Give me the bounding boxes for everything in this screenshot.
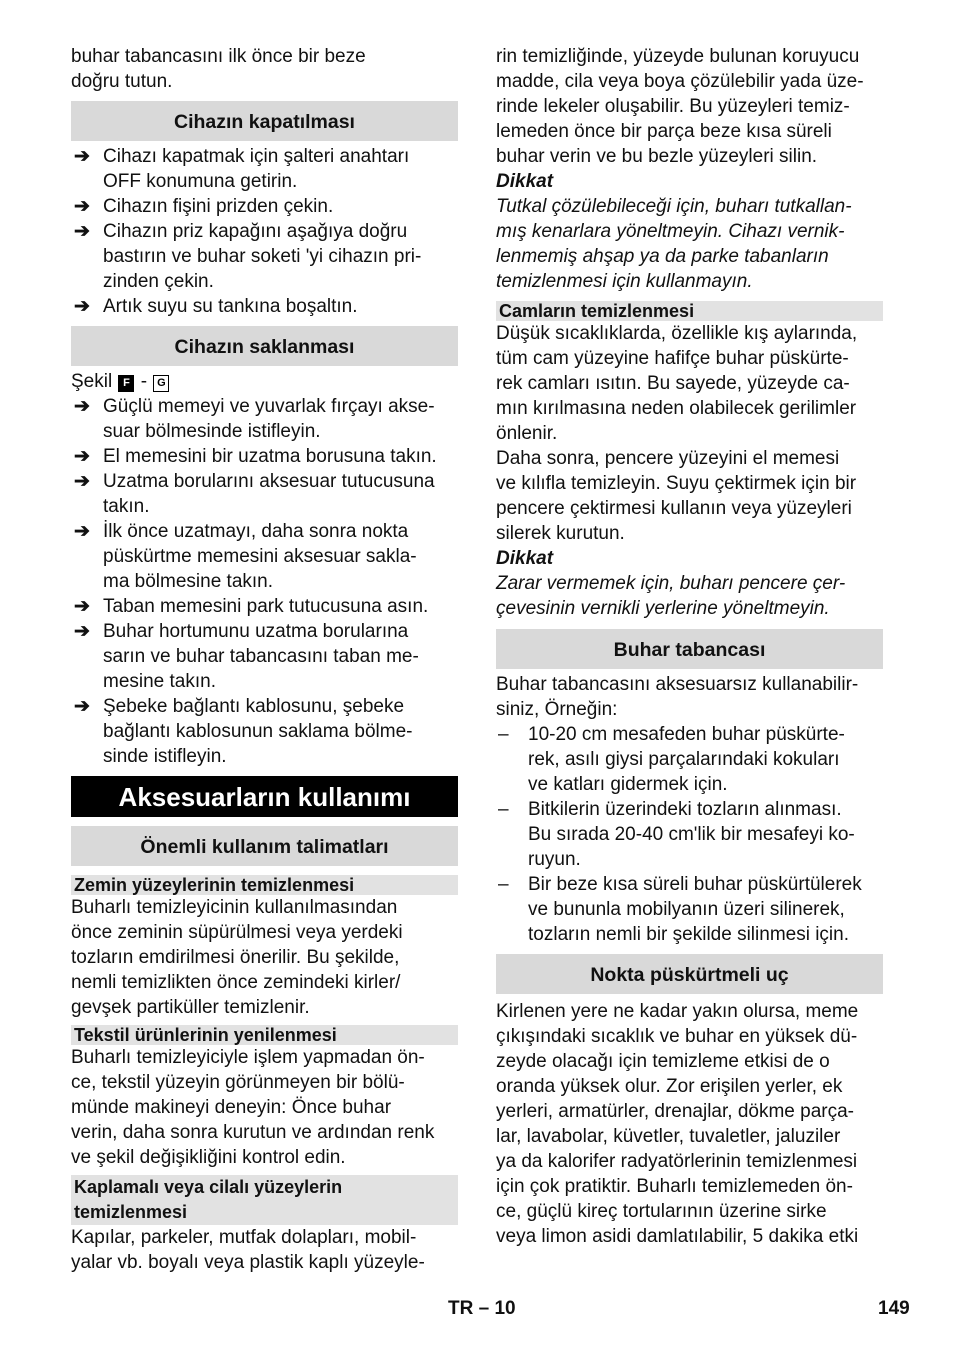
list-item (71, 694, 458, 769)
text-line: çıkışındaki sıcaklık ve buhar en yüksek dü- (496, 1026, 858, 1047)
list-item (71, 469, 458, 519)
list-item (496, 872, 883, 947)
list-item-text: ve katları gidermek için. (528, 774, 728, 795)
list-item (71, 619, 458, 694)
paragraph-kaplamali (71, 1225, 458, 1275)
heading-nokta-puskurtmeli: Nokta püskürtmeli uç (496, 954, 883, 994)
caution-label-2: Dikkat (496, 548, 554, 569)
text-line: pencere çektirmesi kullanın veya yüzeyleri (496, 498, 852, 519)
list-item-text: sarın ve buhar tabancasını taban me- (103, 646, 419, 667)
list-item-text: Bitkilerin üzerindeki tozların alınması. (528, 799, 842, 820)
text-line: önce zeminin süpürülmesi veya yerdeki (71, 922, 403, 943)
paragraph-camlar-2 (496, 446, 883, 546)
left-column (71, 44, 458, 1275)
text-line: buhar verin ve bu bezle yüzeyleri silin. (496, 146, 818, 167)
text-line: veya limon asidi damlatılabilir, 5 dakika etki (496, 1226, 859, 1247)
heading-onemli-kullanim: Önemli kullanım talimatları (71, 826, 458, 866)
text-line: yerleri, armatürler, drenajlar, dökme parça- (496, 1101, 854, 1122)
dash-bullet: – (498, 724, 509, 745)
arrow-right-icon: ➔ (74, 521, 90, 542)
figure-label-f: F (118, 375, 134, 392)
list-item-text: rek, asılı giysi parçalarındaki kokuları (528, 749, 840, 770)
arrow-right-icon: ➔ (74, 696, 90, 717)
text-line: Zarar vermemek için, buharı pencere çer- (496, 573, 846, 594)
list-item-text: tozların nemli bir şekilde silinmesi için. (528, 924, 849, 945)
paragraph-buhar-intro (496, 672, 883, 722)
text-line: madde, cila veya boya çözülebilir yada üze- (496, 71, 864, 92)
list-item (71, 194, 458, 219)
list-item-text: Artık suyu su tankına boşaltın. (103, 296, 358, 317)
text-line: önlenir. (496, 423, 558, 444)
dash-bullet: – (498, 799, 509, 820)
text-line: tozların emdirilmesi önerilir. Bu şekilde, (71, 947, 400, 968)
right-column (496, 44, 883, 1249)
list-item-text: Bu sırada 20-40 cm'lik bir mesafeyi ko- (528, 824, 855, 845)
text-line: Buharlı temizleyicinin kullanılmasından (71, 897, 398, 918)
subheading-zemin: Zemin yüzeylerinin temizlenmesi (71, 875, 458, 895)
arrow-right-icon: ➔ (74, 596, 90, 617)
list-item (71, 519, 458, 594)
list-item-text: mesine takın. (103, 671, 216, 692)
text-line: verin, daha sonra kurutun ve ardından renk (71, 1122, 435, 1143)
text-line: mış kenarlara yöneltmeyin. Cihazı vernik- (496, 221, 845, 242)
list-buhar-tabancasi (496, 722, 883, 947)
list-item (496, 722, 883, 797)
text-line: mın kırılmasına neden olabilecek gerilimler (496, 398, 857, 419)
list-item (71, 444, 458, 469)
subheading-tekstil: Tekstil ürünlerinin yenilenmesi (71, 1025, 458, 1045)
subheading-camlar: Camların temizlenmesi (496, 301, 883, 321)
text-line: gevşek partiküller temizlenir. (71, 997, 310, 1018)
list-item-text: Cihazı kapatmak için şalteri anahtarı (103, 146, 410, 167)
list-item (71, 394, 458, 444)
text-line: temizlenmesi için kullanmayın. (496, 271, 753, 292)
text-line: Tutkal çözülebileceği için, buharı tutkallan- (496, 196, 852, 217)
list-item-text: Buhar hortumunu uzatma borularına (103, 621, 409, 642)
paragraph-camlar-1 (496, 321, 883, 446)
text-line: Buharlı temizleyiciyle işlem yapmadan ön- (71, 1047, 425, 1068)
paragraph-tekstil (71, 1045, 458, 1170)
list-item-text: Cihazın priz kapağını aşağıya doğru (103, 221, 408, 242)
list-item-text: Taban memesini park tutucusuna asın. (103, 596, 429, 617)
list-item-text: ma bölmesine takın. (103, 571, 274, 592)
heading-buhar-tabancasi: Buhar tabancası (496, 629, 883, 669)
text-line: ce, güçlü kireç tortularının üzerine sirke (496, 1201, 827, 1222)
arrow-right-icon: ➔ (74, 146, 90, 167)
arrow-right-icon: ➔ (74, 396, 90, 417)
text-line: çevesinin vernikli yerlerine yöneltmeyin. (496, 598, 830, 619)
list-item-text: 10-20 cm mesafeden buhar püskürte- (528, 724, 845, 745)
caution-text-1 (496, 194, 883, 294)
figure-reference: Şekil F - G (71, 369, 458, 394)
arrow-right-icon: ➔ (74, 196, 90, 217)
list-kapatilmasi (71, 144, 458, 319)
arrow-right-icon: ➔ (74, 296, 90, 317)
caution-text-2 (496, 571, 883, 621)
text-line: siniz, Örneğin: (496, 699, 618, 720)
text-line: lar, lavabolar, küvetler, tuvaletler, jaluziler (496, 1126, 841, 1147)
list-item-text: bastırın ve buhar soketi 'yi cihazın pri- (103, 246, 422, 267)
arrow-right-icon: ➔ (74, 621, 90, 642)
list-item-text: püskürtme memesini aksesuar sakla- (103, 546, 417, 567)
arrow-right-icon: ➔ (74, 221, 90, 242)
heading-cihazin-kapatilmasi: Cihazın kapatılması (71, 101, 458, 141)
text-line: tüm cam yüzeyine hafifçe buhar püskürte- (496, 348, 849, 369)
list-item-text: Güçlü memeyi ve yuvarlak fırçayı akse- (103, 396, 435, 417)
text-line: ya da kalorifer radyatörlerinin temizlenmesi (496, 1151, 858, 1172)
list-item (496, 797, 883, 872)
main-section-title: Aksesuarların kullanımı (71, 776, 458, 817)
text-line: Kapılar, parkeler, mutfak dolapları, mobil- (71, 1227, 417, 1248)
list-item-text: bağlantı kablosunun saklama bölme- (103, 721, 413, 742)
text-line: Düşük sıcaklıklarda, özellikle kış aylarında, (496, 323, 858, 344)
paragraph-nokta (496, 999, 883, 1249)
list-item-text: Uzatma borularını aksesuar tutucusuna (103, 471, 435, 492)
text-line: Buhar tabancasını aksesuarsız kullanabilir- (496, 674, 859, 695)
text-line: silerek kurutun. (496, 523, 625, 544)
list-item (71, 294, 458, 319)
footer-page-number: 149 (878, 1298, 910, 1319)
list-item-text: ve bununla mobilyanın üzeri silinerek, (528, 899, 845, 920)
text-line: nemli temizlikten önce zemindeki kirler/ (71, 972, 401, 993)
text-line: lemeden önce bir parça beze kısa süreli (496, 121, 832, 142)
list-saklanmasi (71, 394, 458, 769)
text-line: zeyde olacağı için temizleme etkisi de o (496, 1051, 830, 1072)
subheading-kaplamali: Kaplamalı veya cilalı yüzeylerin temizlenmesi (71, 1175, 458, 1225)
text-line: münde makineyi deneyin: Önce buhar (71, 1097, 392, 1118)
list-item-text: Bir beze kısa süreli buhar püskürtülerek (528, 874, 862, 895)
arrow-right-icon: ➔ (74, 446, 90, 467)
paragraph-continued (496, 44, 883, 169)
list-item (71, 219, 458, 294)
text-line: Kirlenen yere ne kadar yakın olursa, meme (496, 1001, 859, 1022)
text-line: oranda yüksek olur. Zor erişilen yerler, ek (496, 1076, 843, 1097)
list-item-text: Şebeke bağlantı kablosunu, şebeke (103, 696, 405, 717)
list-item (71, 594, 458, 619)
text-line: rin temizliğinde, yüzeyde bulunan koruyucu (496, 46, 860, 67)
list-item-text: İlk önce uzatmayı, daha sonra nokta (103, 521, 409, 542)
heading-cihazin-saklanmasi: Cihazın saklanması (71, 326, 458, 366)
list-item-text: El memesini bir uzatma borusuna takın. (103, 446, 437, 467)
list-item-text: takın. (103, 496, 150, 517)
paragraph-zemin (71, 895, 458, 1020)
text-line: lenmemiş ahşap ya da parke tabanların (496, 246, 829, 267)
text-line: için çok pratiktir. Buharlı temizlemeden ön- (496, 1176, 853, 1197)
dash-bullet: – (498, 874, 509, 895)
text-line: rek camları ısıtın. Bu sayede, yüzeyde ca- (496, 373, 850, 394)
text-line: Daha sonra, pencere yüzeyini el memesi (496, 448, 840, 469)
arrow-right-icon: ➔ (74, 471, 90, 492)
list-item-text: sinde istifleyin. (103, 746, 227, 767)
list-item-text: OFF konumuna getirin. (103, 171, 298, 192)
list-item-text: Cihazın fişini prizden çekin. (103, 196, 334, 217)
figure-label-g: G (153, 375, 169, 392)
list-item-text: zinden çekin. (103, 271, 214, 292)
text-line: ve şekil değişikliğini kontrol edin. (71, 1147, 346, 1168)
list-item-text: suar bölmesinde istifleyin. (103, 421, 321, 442)
intro-text: buhar tabancasını ilk önce bir beze doğru tutun. (71, 46, 366, 92)
text-line: rinde lekeler oluşabilir. Bu yüzeyleri temiz- (496, 96, 850, 117)
caution-label-1: Dikkat (496, 171, 554, 192)
text-line: ve kılıfla temizleyin. Suyu çektirmek için bir (496, 473, 857, 494)
footer-section-number: TR – 10 (448, 1298, 516, 1319)
text-line: ce, tekstil yüzeyin görünmeyen bir bölü- (71, 1072, 405, 1093)
list-item (71, 144, 458, 194)
list-item-text: ruyun. (528, 849, 581, 870)
text-line: yalar vb. boyalı veya plastik kaplı yüzeyle- (71, 1252, 425, 1273)
